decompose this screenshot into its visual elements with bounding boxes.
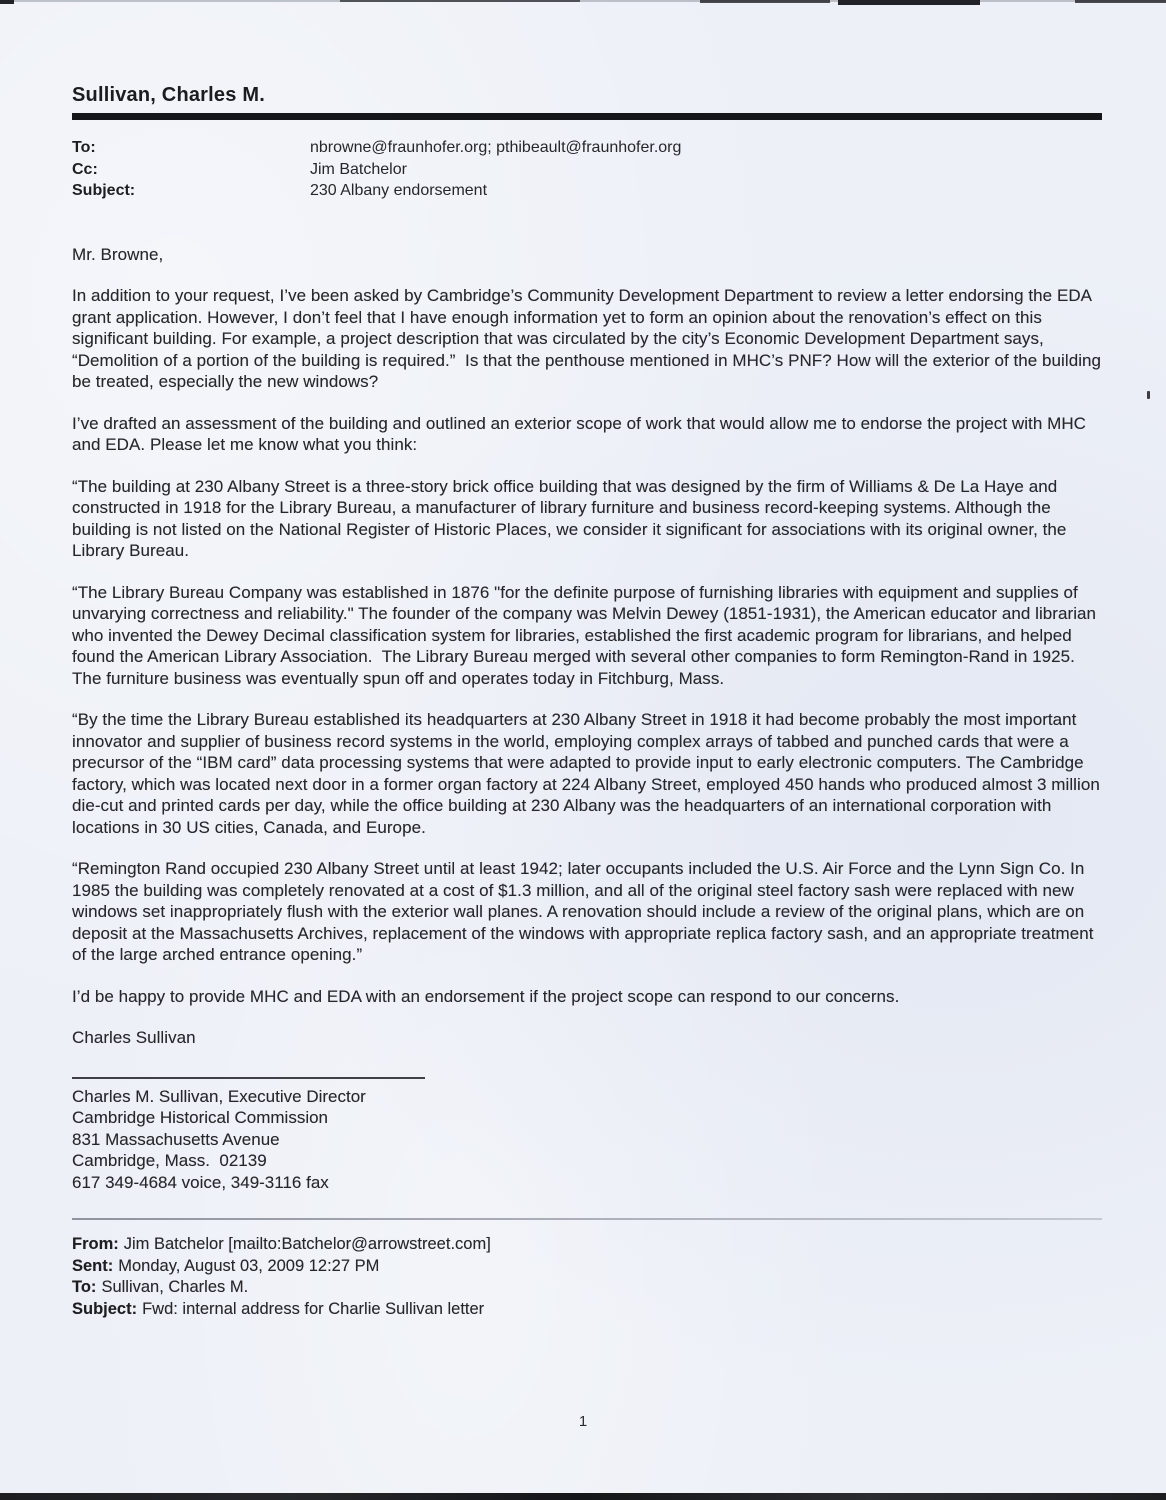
- signature-line: Cambridge Historical Commission: [72, 1108, 329, 1127]
- forward-row-to: [72, 1277, 1102, 1299]
- to-value: nbrowne@fraunhofer.org; pthibeault@fraunhofer.org: [310, 139, 682, 156]
- paragraph: I’ve drafted an assessment of the building and outlined an exterior scope of work that would allow me to endorse the project with MHC and EDA. Please let me know what you think:: [72, 413, 1091, 454]
- meta-row-subject: [72, 180, 1102, 202]
- scan-dash: [1075, 0, 1166, 3]
- cc-label: Cc:: [72, 160, 98, 178]
- signature-line: 831 Massachusetts Avenue: [72, 1129, 280, 1149]
- email-meta: [72, 137, 1102, 202]
- subject-label: Subject:: [72, 182, 136, 199]
- paragraph: In addition to your request, I’ve been asked by Cambridge’s Community Development Department to review a letter endorsing the EDA grant application. However, I don’t feel that I have enough information yet to form an opinion about the renovation’s effect on this significant building. For example, a project description that was circulated by the city’s Economic Development Department says, “Demolition of a portion of the building is required.” Is that the penthouse mentioned in MHC’s PNF? How will the exterior of the building be treated, especially the new windows?: [72, 286, 1106, 391]
- ink-speck: [1147, 391, 1150, 399]
- forward-header: [72, 1234, 1102, 1320]
- fwd-subject-label: Subject:: [72, 1299, 138, 1318]
- salutation: Mr. Browne,: [72, 244, 164, 264]
- meta-row-cc: [72, 159, 1102, 181]
- scan-dash: [0, 0, 14, 4]
- fwd-to-value: Sullivan, Charles M.: [101, 1278, 249, 1296]
- signature-block: [72, 1086, 1102, 1194]
- signature-line: 617 349-4684 voice, 349-3116 fax: [72, 1172, 329, 1192]
- scan-artifact-bottom: [0, 1493, 1166, 1500]
- subject-value: 230 Albany endorsement: [310, 182, 488, 199]
- forward-row-from: [72, 1234, 1102, 1256]
- scan-edge-line: [0, 0, 1166, 2]
- meta-row-to: [72, 137, 1102, 159]
- scan-dash: [838, 0, 980, 5]
- sent-value: Monday, August 03, 2009 12:27 PM: [118, 1256, 380, 1275]
- signature-line: Cambridge, Mass. 02139: [72, 1151, 267, 1170]
- paragraph: I’d be happy to provide MHC and EDA with an endorsement if the project scope can respond to our concerns.: [72, 986, 900, 1006]
- scan-artifact-top: [0, 0, 1166, 8]
- forward-row-sent: [72, 1256, 1102, 1278]
- header-rule: [72, 113, 1102, 120]
- to-label: To:: [72, 139, 96, 156]
- scan-dash: [340, 0, 580, 2]
- page-title: Sullivan, Charles M.: [72, 84, 265, 106]
- forward-row-subject: [72, 1299, 1102, 1321]
- sent-label: Sent:: [72, 1256, 114, 1275]
- paragraph: “The Library Bureau Company was established in 1876 "for the definite purpose of furnishing libraries with equipment and supplies of unvarying correctness and reliability." The founder of the company was Melvin Dewey (1851-1931), the American educator and librarian who invented the Dewey Decimal classification system for libraries, established the first academic program for librarians, and helped found the American Library Association. The Library Bureau merged with several other companies to form Remington-Rand in 1925. The furniture business was eventually spun off and operates today in Fitchburg, Mass.: [72, 582, 1101, 688]
- scan-dash: [700, 0, 830, 3]
- page-number: 1: [578, 1413, 588, 1430]
- signature-line: Charles M. Sullivan, Executive Director: [72, 1086, 366, 1106]
- email-body: [72, 244, 1106, 1049]
- paragraph: “The building at 230 Albany Street is a three-story brick office building that was designed by the firm of Williams & De La Haye and constructed in 1918 for the Library Bureau, a manufacturer of library furniture and business record-keeping systems. Although the building is not listed on the National Register of Historic Places, we consider it significant for associations with its original owner, the Library Bureau.: [72, 476, 1072, 560]
- fwd-subject-value: Fwd: internal address for Charlie Sullivan letter: [142, 1299, 485, 1318]
- paragraph: “By the time the Library Bureau established its headquarters at 230 Albany Street in 1918 it had become probably the most important innovator and supplier of business record systems in the world, employing complex arrays of tabbed and punched cards that were a precursor of the “IBM card” data processing systems that were adapted to provide input to early electronic computers. The Cambridge factory, which was located next door in a former organ factory at 224 Albany Street, employed 450 hands who produced almost 3 million die-cut and printed cards per day, while the office building at 230 Albany was the headquarters of an international corporation with locations in 30 US cities, Canada, and Europe.: [72, 710, 1105, 837]
- forward-divider: [72, 1218, 1102, 1220]
- signature-divider: [72, 1077, 425, 1079]
- paragraph: “Remington Rand occupied 230 Albany Street until at least 1942; later occupants included the U.S. Air Force and the Lynn Sign Co. In 1985 the building was completely renovated at a cost of $1.3 million, and all of the original steel factory sash were replaced with new windows set inappropriately flush with the exterior wall planes. A renovation should include a review of the original plans, which are on deposit at the Massachusetts Archives, replacement of the windows with appropriate replica factory sash, and an appropriate treatment of the large arched entrance opening.”: [72, 859, 1099, 964]
- from-value: Jim Batchelor [mailto:Batchelor@arrowstreet.com]: [123, 1235, 491, 1253]
- from-label: From:: [72, 1235, 119, 1253]
- fwd-to-label: To:: [72, 1278, 97, 1296]
- cc-value: Jim Batchelor: [310, 160, 407, 178]
- closing-name: Charles Sullivan: [72, 1028, 196, 1047]
